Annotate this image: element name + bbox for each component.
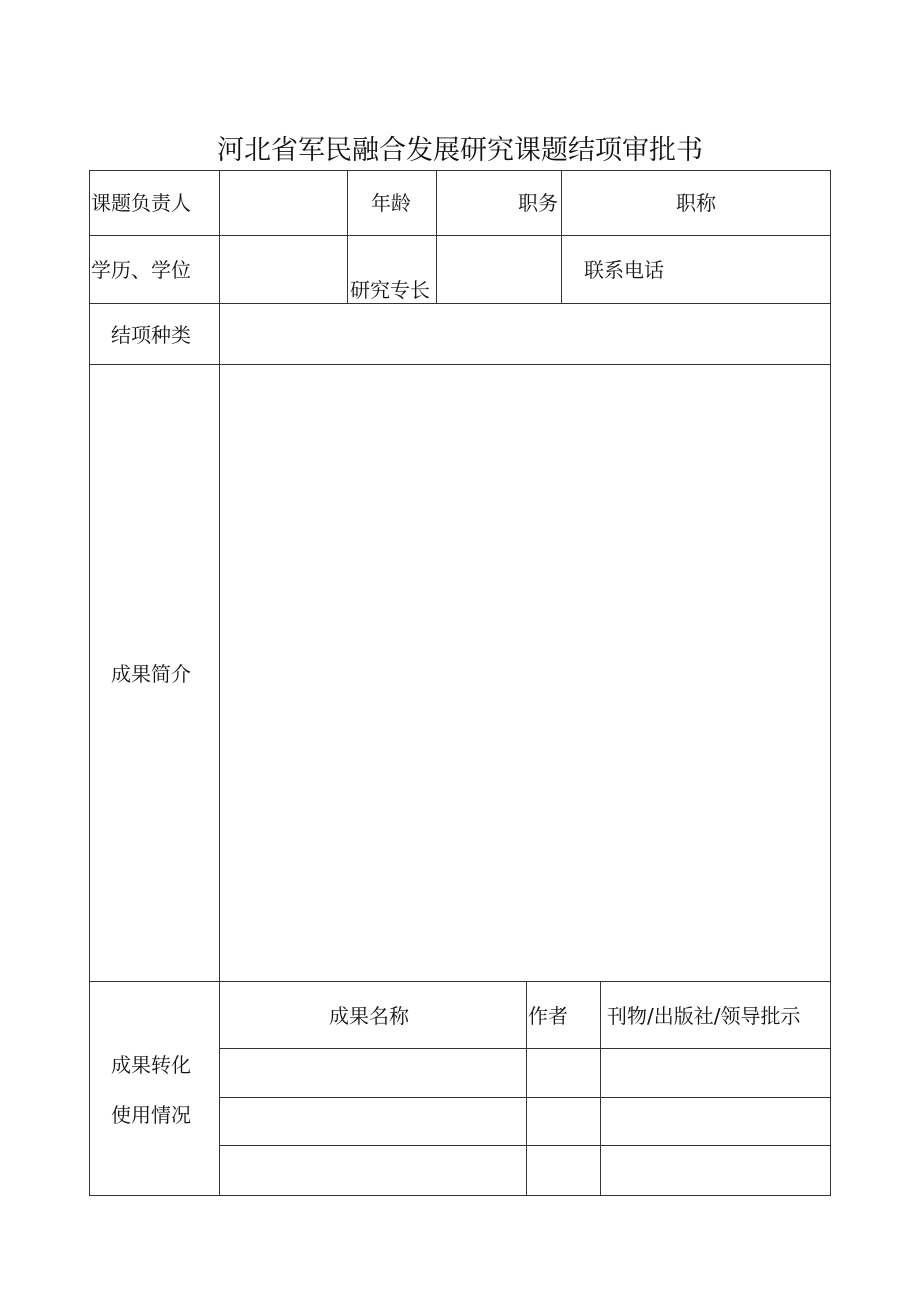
table-row-divider — [89, 364, 831, 365]
results-usage-label-line2: 使用情况 — [111, 1103, 191, 1127]
education-degree-label: 学历、学位 — [91, 258, 191, 282]
subtable-row-divider — [219, 1048, 831, 1049]
results-usage-label-line1: 成果转化 — [111, 1053, 191, 1077]
subtable-row-divider — [219, 1097, 831, 1098]
professional-title-label: 职称 — [676, 191, 716, 215]
research-specialty-label: 研究专长 — [350, 278, 430, 302]
completion-type-label: 结项种类 — [111, 323, 191, 347]
cell-divider — [347, 170, 348, 303]
table-row-divider — [89, 235, 831, 236]
results-summary-label: 成果简介 — [111, 662, 191, 686]
column-header-author: 作者 — [528, 1004, 568, 1028]
document-title: 河北省军民融合发展研究课题结项审批书 — [217, 135, 703, 166]
table-border-left — [89, 170, 90, 1196]
cell-divider — [561, 170, 562, 303]
contact-phone-label: 联系电话 — [584, 258, 664, 282]
column-header-result-name: 成果名称 — [329, 1004, 409, 1028]
table-border-right — [830, 170, 831, 1196]
cell-divider — [436, 170, 437, 303]
subtable-col-divider — [600, 981, 601, 1195]
project-leader-label: 课题负责人 — [91, 191, 191, 215]
table-border-top — [89, 170, 831, 171]
position-label: 职务 — [518, 191, 558, 215]
column-header-publisher: 刊物/出版社/领导批示 — [607, 1004, 801, 1028]
table-border-bottom — [89, 1195, 831, 1196]
subtable-col-divider — [526, 981, 527, 1195]
label-column-divider — [219, 170, 220, 1196]
table-row-divider — [89, 303, 831, 304]
subtable-row-divider — [219, 1145, 831, 1146]
table-row-divider — [89, 981, 831, 982]
age-label: 年龄 — [371, 191, 411, 215]
